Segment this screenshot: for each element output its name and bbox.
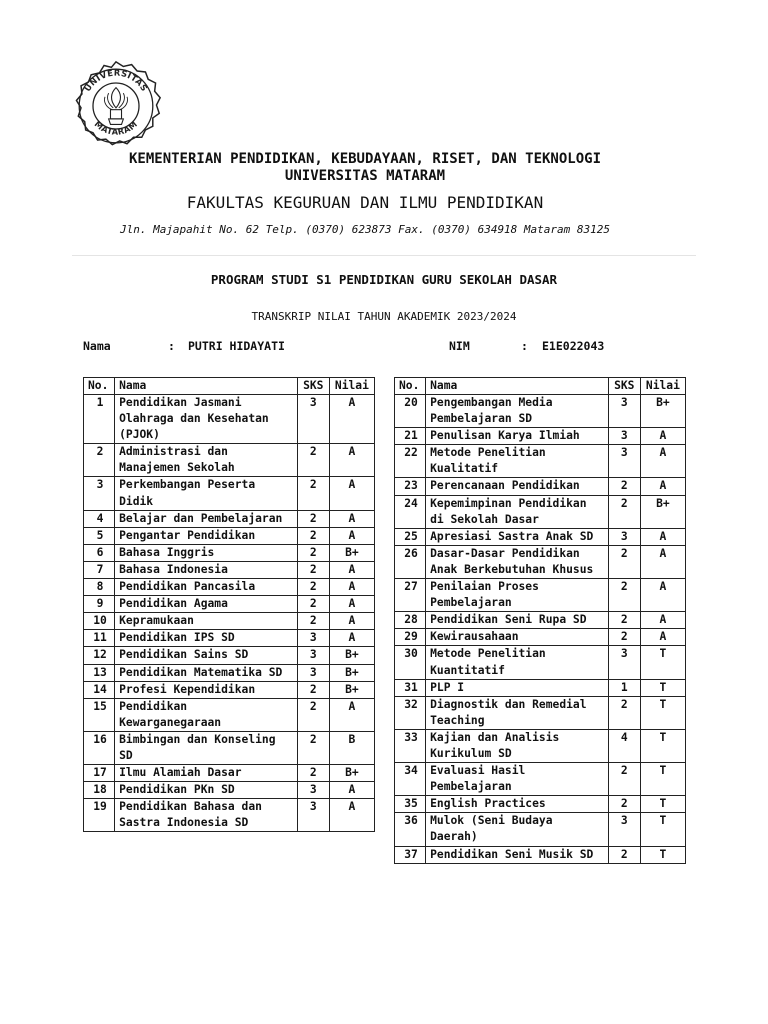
course-grade: B+ (329, 765, 374, 782)
course-no: 12 (84, 647, 115, 664)
course-no: 4 (84, 510, 115, 527)
course-grade: B+ (329, 544, 374, 561)
table-row (84, 613, 375, 630)
course-grade: A (329, 782, 374, 799)
col-header-sks: SKS (608, 378, 640, 395)
table-row (395, 696, 686, 729)
col-header-nama: Nama (426, 378, 609, 395)
table-row (395, 729, 686, 762)
course-name: Apresiasi Sastra Anak SD (426, 528, 609, 545)
course-sks: 3 (297, 630, 329, 647)
course-sks: 2 (608, 579, 640, 612)
course-grade: A (329, 527, 374, 544)
course-grade: A (329, 561, 374, 578)
course-no: 13 (84, 664, 115, 681)
col-header-nama: Nama (115, 378, 298, 395)
course-sks: 3 (297, 782, 329, 799)
faculty-name: FAKULTAS KEGURUAN DAN ILMU PENDIDIKAN (186, 193, 544, 212)
course-sks: 2 (608, 846, 640, 863)
course-no: 29 (395, 629, 426, 646)
course-name: Metode Penelitian Kualitatif (426, 445, 609, 478)
student-name: PUTRI HIDAYATI (188, 339, 285, 353)
nim-separator: : (521, 339, 528, 353)
course-name: Pendidikan Pancasila (115, 579, 298, 596)
course-no: 15 (84, 698, 115, 731)
course-grade: A (329, 613, 374, 630)
student-nim: E1E022043 (542, 339, 605, 353)
name-separator: : (168, 339, 175, 353)
course-sks: 2 (608, 612, 640, 629)
course-grade: T (640, 646, 685, 679)
course-sks: 2 (297, 731, 329, 764)
course-sks: 2 (608, 696, 640, 729)
course-no: 7 (84, 561, 115, 578)
course-no: 27 (395, 579, 426, 612)
course-grade: A (640, 428, 685, 445)
table-row (84, 477, 375, 510)
course-grade: A (640, 528, 685, 545)
course-no: 25 (395, 528, 426, 545)
course-grade: T (640, 796, 685, 813)
course-no: 10 (84, 613, 115, 630)
course-name: Kewirausahaan (426, 629, 609, 646)
table-row (395, 495, 686, 528)
course-grade: T (640, 679, 685, 696)
col-header-no: No. (395, 378, 426, 395)
course-grade: A (640, 629, 685, 646)
course-grade: B+ (329, 664, 374, 681)
course-grade: A (329, 596, 374, 613)
course-sks: 2 (297, 510, 329, 527)
course-grade: A (640, 545, 685, 578)
course-no: 33 (395, 729, 426, 762)
course-no: 28 (395, 612, 426, 629)
course-sks: 3 (297, 664, 329, 681)
course-no: 14 (84, 681, 115, 698)
course-name: Bahasa Indonesia (115, 561, 298, 578)
table-header-row (84, 378, 375, 395)
course-name: Kajian dan Analisis Kurikulum SD (426, 729, 609, 762)
table-row (84, 799, 375, 832)
table-row (84, 782, 375, 799)
course-grade: B+ (640, 495, 685, 528)
course-no: 3 (84, 477, 115, 510)
course-name: Perkembangan Peserta Didik (115, 477, 298, 510)
course-name: Pendidikan Agama (115, 596, 298, 613)
name-label: Nama (83, 339, 111, 353)
course-no: 18 (84, 782, 115, 799)
table-row (395, 445, 686, 478)
table-row (395, 846, 686, 863)
institution-heading (0, 151, 730, 185)
course-no: 8 (84, 579, 115, 596)
course-name: Mulok (Seni Budaya Daerah) (426, 813, 609, 846)
course-sks: 3 (608, 646, 640, 679)
course-name: Kepemimpinan Pendidikan di Sekolah Dasar (426, 495, 609, 528)
course-sks: 3 (608, 445, 640, 478)
course-name: Belajar dan Pembelajaran (115, 510, 298, 527)
course-no: 36 (395, 813, 426, 846)
study-program: PROGRAM STUDI S1 PENDIDIKAN GURU SEKOLAH DASAR (210, 272, 558, 287)
course-name: Penilaian Proses Pembelajaran (426, 579, 609, 612)
course-no: 5 (84, 527, 115, 544)
university-seal-logo (70, 60, 162, 152)
table-row (84, 731, 375, 764)
course-grade: B+ (640, 395, 685, 428)
course-no: 23 (395, 478, 426, 495)
course-grade: B+ (329, 681, 374, 698)
course-no: 31 (395, 679, 426, 696)
course-name: Pendidikan IPS SD (115, 630, 298, 647)
course-grade: B+ (329, 647, 374, 664)
course-no: 1 (84, 395, 115, 444)
course-no: 35 (395, 796, 426, 813)
course-name: Bahasa Inggris (115, 544, 298, 561)
col-header-nilai: Nilai (640, 378, 685, 395)
course-sks: 2 (297, 698, 329, 731)
table-row (395, 629, 686, 646)
course-name: Pendidikan Jasmani Olahraga dan Kesehatan (PJOK) (115, 395, 298, 444)
ministry-name: KEMENTERIAN PENDIDIKAN, KEBUDAYAAN, RISET, DAN TEKNOLOGI (128, 151, 601, 167)
table-row (84, 664, 375, 681)
table-row (84, 765, 375, 782)
course-name: Pendidikan Kewarganegaraan (115, 698, 298, 731)
table-row (84, 544, 375, 561)
course-no: 20 (395, 395, 426, 428)
course-name: Ilmu Alamiah Dasar (115, 765, 298, 782)
course-grade: A (329, 630, 374, 647)
col-header-no: No. (84, 378, 115, 395)
course-no: 22 (395, 445, 426, 478)
table-header-row (395, 378, 686, 395)
course-grade: A (329, 395, 374, 444)
course-grade: A (640, 612, 685, 629)
course-name: PLP I (426, 679, 609, 696)
course-sks: 3 (297, 799, 329, 832)
table-row (84, 579, 375, 596)
grades-table-right (394, 377, 686, 864)
course-sks: 2 (608, 763, 640, 796)
course-sks: 2 (608, 796, 640, 813)
course-no: 21 (395, 428, 426, 445)
course-grade: A (329, 477, 374, 510)
course-no: 11 (84, 630, 115, 647)
table-row (395, 763, 686, 796)
col-header-sks: SKS (297, 378, 329, 395)
table-row (395, 612, 686, 629)
course-no: 26 (395, 545, 426, 578)
table-row (84, 395, 375, 444)
course-no: 34 (395, 763, 426, 796)
course-grade: A (640, 478, 685, 495)
course-name: Metode Penelitian Kuantitatif (426, 646, 609, 679)
course-grade: A (329, 444, 374, 477)
svg-text:UNIVERSITAS: UNIVERSITAS (82, 67, 150, 94)
course-sks: 2 (297, 681, 329, 698)
course-grade: A (329, 799, 374, 832)
course-name: Penulisan Karya Ilmiah (426, 428, 609, 445)
course-name: Pendidikan Seni Rupa SD (426, 612, 609, 629)
course-sks: 3 (608, 528, 640, 545)
grades-table-left (83, 377, 375, 832)
course-sks: 2 (608, 478, 640, 495)
course-sks: 2 (297, 765, 329, 782)
course-sks: 2 (297, 527, 329, 544)
course-grade: T (640, 763, 685, 796)
course-grade: A (640, 445, 685, 478)
course-name: Pengembangan Media Pembelajaran SD (426, 395, 609, 428)
table-row (395, 813, 686, 846)
table-row (395, 478, 686, 495)
course-no: 32 (395, 696, 426, 729)
course-sks: 2 (297, 444, 329, 477)
course-no: 17 (84, 765, 115, 782)
course-sks: 3 (297, 395, 329, 444)
course-name: Dasar-Dasar Pendidikan Anak Berkebutuhan Khusus (426, 545, 609, 578)
course-name: Profesi Kependidikan (115, 681, 298, 698)
course-name: Pendidikan Bahasa dan Sastra Indonesia SD (115, 799, 298, 832)
course-no: 30 (395, 646, 426, 679)
table-row (84, 681, 375, 698)
table-row (84, 527, 375, 544)
course-no: 37 (395, 846, 426, 863)
course-sks: 2 (297, 579, 329, 596)
course-name: Perencanaan Pendidikan (426, 478, 609, 495)
col-header-nilai: Nilai (329, 378, 374, 395)
course-grade: A (329, 510, 374, 527)
course-name: Pendidikan PKn SD (115, 782, 298, 799)
table-row (395, 428, 686, 445)
course-sks: 3 (608, 813, 640, 846)
course-name: Pengantar Pendidikan (115, 527, 298, 544)
course-no: 9 (84, 596, 115, 613)
course-sks: 2 (297, 596, 329, 613)
course-no: 19 (84, 799, 115, 832)
course-grade: T (640, 696, 685, 729)
faculty-address: Jln. Majapahit No. 62 Telp. (0370) 623873 Fax. (0370) 634918 Mataram 83125 (119, 223, 611, 236)
course-name: Administrasi dan Manajemen Sekolah (115, 444, 298, 477)
course-no: 24 (395, 495, 426, 528)
course-name: Diagnostik dan Remedial Teaching (426, 696, 609, 729)
course-sks: 1 (608, 679, 640, 696)
course-grade: A (329, 698, 374, 731)
course-name: Kepramukaan (115, 613, 298, 630)
course-no: 2 (84, 444, 115, 477)
course-grade: T (640, 846, 685, 863)
table-row (84, 510, 375, 527)
table-row (84, 630, 375, 647)
course-sks: 2 (608, 545, 640, 578)
course-name: Pendidikan Seni Musik SD (426, 846, 609, 863)
course-grade: T (640, 813, 685, 846)
header-divider (72, 255, 696, 256)
course-sks: 4 (608, 729, 640, 762)
svg-text:MATARAM: MATARAM (92, 118, 140, 137)
nim-label: NIM (449, 339, 470, 353)
course-sks: 3 (608, 395, 640, 428)
course-grade: A (329, 579, 374, 596)
course-sks: 3 (608, 428, 640, 445)
table-row (395, 679, 686, 696)
table-row (84, 698, 375, 731)
university-name: UNIVERSITAS MATARAM (284, 168, 446, 184)
course-name: Pendidikan Sains SD (115, 647, 298, 664)
course-sks: 2 (297, 477, 329, 510)
course-name: Evaluasi Hasil Pembelajaran (426, 763, 609, 796)
course-name: Pendidikan Matematika SD (115, 664, 298, 681)
table-row (395, 395, 686, 428)
course-sks: 2 (608, 495, 640, 528)
table-row (84, 596, 375, 613)
course-sks: 3 (297, 647, 329, 664)
course-grade: B (329, 731, 374, 764)
course-sks: 2 (608, 629, 640, 646)
course-grade: A (640, 579, 685, 612)
course-sks: 2 (297, 544, 329, 561)
table-row (395, 528, 686, 545)
table-row (395, 796, 686, 813)
table-row (395, 646, 686, 679)
course-grade: T (640, 729, 685, 762)
table-row (395, 579, 686, 612)
table-row (84, 444, 375, 477)
transcript-title: TRANSKRIP NILAI TAHUN AKADEMIK 2023/2024 (251, 310, 517, 323)
course-name: Bimbingan dan Konseling SD (115, 731, 298, 764)
course-no: 6 (84, 544, 115, 561)
course-sks: 2 (297, 561, 329, 578)
table-row (84, 647, 375, 664)
course-name: English Practices (426, 796, 609, 813)
table-row (395, 545, 686, 578)
course-no: 16 (84, 731, 115, 764)
course-sks: 2 (297, 613, 329, 630)
table-row (84, 561, 375, 578)
